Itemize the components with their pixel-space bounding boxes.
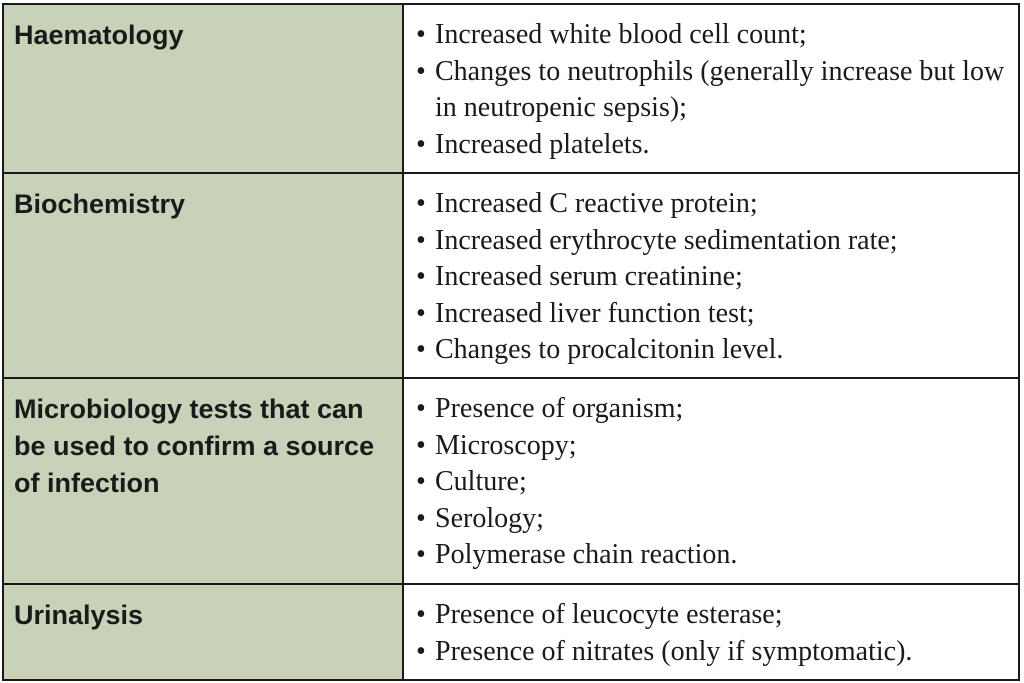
list-item: • Increased C reactive protein; — [416, 186, 1010, 223]
category-cell — [3, 584, 403, 680]
items-cell — [403, 378, 1019, 584]
category-label: Urinalysis — [14, 600, 144, 630]
items-cell — [403, 4, 1019, 173]
list-item: • Microscopy; — [416, 428, 1010, 465]
table-row-microbiology — [3, 378, 1019, 584]
items-cell — [403, 584, 1019, 680]
category-label: Microbiology tests that can be used to confirm a source of infection — [14, 394, 375, 498]
list-item: • Presence of organism; — [416, 391, 1010, 428]
list-item: • Increased serum creatinine; — [416, 259, 1010, 296]
table-row-urinalysis — [3, 584, 1019, 680]
list-item: • Increased liver function test; — [416, 296, 1010, 333]
list-item: • Polymerase chain reaction. — [416, 537, 1010, 574]
table-row-biochemistry — [3, 173, 1019, 378]
items-list — [404, 585, 1018, 676]
table-row-haematology — [3, 4, 1019, 173]
list-item: • Culture; — [416, 464, 1010, 501]
list-item: • Increased erythrocyte sedimentation rate; — [416, 223, 1010, 260]
items-list — [404, 174, 1018, 375]
category-cell — [3, 378, 403, 584]
category-cell — [3, 4, 403, 173]
investigations-table — [2, 3, 1020, 681]
list-item: • Changes to neutrophils (generally increase but low in neutropenic sepsis); — [416, 54, 1010, 127]
list-item: • Presence of nitrates (only if symptomatic). — [416, 634, 1010, 671]
category-label: Biochemistry — [14, 189, 186, 219]
list-item: • Serology; — [416, 501, 1010, 538]
list-item: • Increased white blood cell count; — [416, 17, 1010, 54]
items-list — [404, 379, 1018, 580]
list-item: • Changes to procalcitonin level. — [416, 332, 1010, 369]
list-item: • Presence of leucocyte esterase; — [416, 597, 1010, 634]
items-cell — [403, 173, 1019, 378]
list-item: • Increased platelets. — [416, 127, 1010, 164]
investigations-table-container — [2, 3, 1020, 679]
items-list — [404, 5, 1018, 169]
category-cell — [3, 173, 403, 378]
category-label: Haematology — [14, 20, 184, 50]
